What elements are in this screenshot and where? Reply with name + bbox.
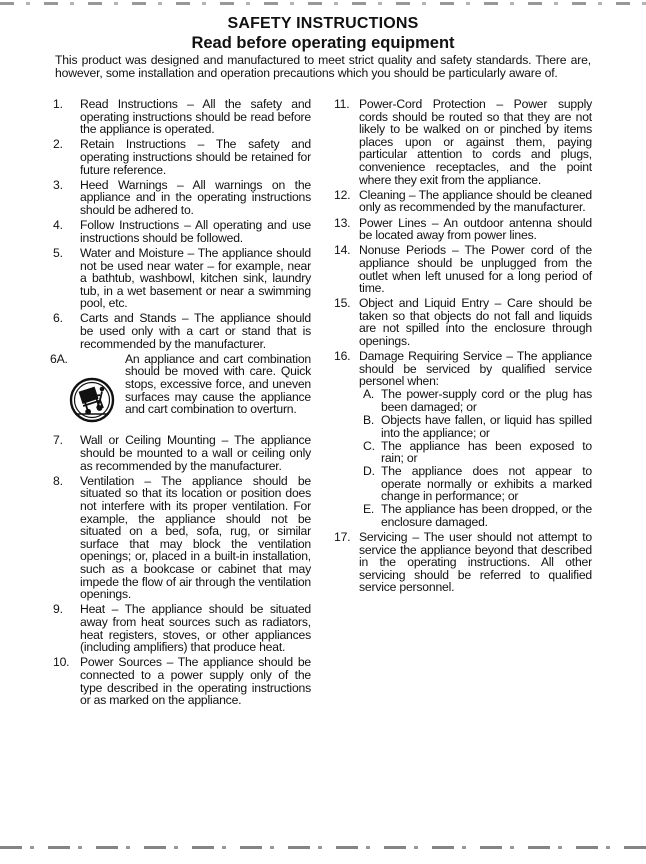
scan-edge-bottom [0,846,646,849]
instruction-item-5 [53,247,311,310]
instruction-item-10 [53,656,311,706]
right-column [334,98,592,597]
item-text: Nonuse Periods – The Power cord of the appliance should be unplugged from the outlet when left unused for a long period of time. [359,243,592,296]
instruction-item-17 [334,531,592,594]
sub-letter: E. [363,502,375,517]
item-text: Retain Instructions – The safety and operating instructions should be retained for future reference. [80,137,311,177]
item-number: 14. [334,243,351,258]
item-text: Read Instructions – All the safety and operating instructions should be read before the appliance is operated. [80,97,311,137]
instruction-item-14 [334,244,592,294]
sub-item-c [359,440,592,465]
page-title: SAFETY INSTRUCTIONS [227,15,419,32]
sub-text: The appliance has been dropped, or the enclosure damaged. [381,502,592,529]
item-number: 8. [53,473,63,488]
item-number: 9. [53,602,63,617]
sub-item-a [359,388,592,413]
instruction-item-4 [53,219,311,244]
item-number: 6A. [50,351,68,366]
item-number: 7. [53,433,63,448]
sub-item-e [359,503,592,528]
sub-letter: C. [363,438,375,453]
header [0,14,646,53]
sub-letter: B. [363,413,375,427]
cart-tip-over-warning-icon [69,377,115,423]
instruction-item-1 [53,98,311,136]
sub-text: The power-supply cord or the plug has been damaged; or [381,387,592,415]
instruction-item-7 [53,434,311,472]
item-text: Power Lines – An outdoor antenna should be located away from power lines. [359,215,592,243]
item-number: 13. [334,215,351,230]
item-text: Power-Cord Protection – Power supply cords should be routed so that they are not likely to be walked on or pinched by items places upon or against them, paying particular attention to cords and plugs, convenience receptacles, and the point where they exit from the appliance. [359,97,592,187]
item-text: Cleaning – The appliance should be cleaned only as recommended by the manufacturer. [359,187,592,215]
item-text: An appliance and cart combination should be moved with care. Quick stops, excessive force, and uneven surfaces may cause the appliance and cart combination to overturn. [125,351,311,417]
item-number: 3. [53,177,63,192]
item-number: 15. [334,296,351,311]
item-number: 6. [53,311,63,326]
item-text: Object and Liquid Entry – Care should be taken so that objects do not fall and liquids are not spilled into the enclosure through openings. [359,296,592,349]
sub-letter: A. [363,387,375,402]
instruction-item-2 [53,138,311,176]
item-text: Follow Instructions – All operating and use instructions should be followed. [80,218,311,245]
item-number: 2. [53,137,63,152]
sub-text: The appliance does not appear to operate normally or exhibits a marked change in performance; or [381,464,592,504]
instruction-item-6a [50,351,311,432]
instruction-item-12 [334,189,592,214]
item-text: Ventilation – The appliance should be situated so that its location or position does not interfere with its proper ventilation. For example, the appliance should not be situated on a bed, sofa, rug, or similar surface that may block the ventilation openings; or, placed in a built-in installation, such as a bookcase or cabinet that may impede the flow of air through the ventilation openings. [80,473,311,602]
instruction-item-8 [53,475,311,601]
item-number: 10. [53,655,70,670]
item-number: 1. [53,97,63,111]
sub-item-b [359,414,592,439]
instruction-item-11 [334,98,592,186]
item-number: 17. [334,530,351,545]
instruction-item-6 [53,312,311,350]
item-text: Power Sources – The appliance should be connected to a power supply only of the type described in the operating instructions or as marked on the appliance. [80,655,311,708]
item-number: 12. [334,187,351,202]
instruction-item-3 [53,179,311,217]
item-text: Carts and Stands – The appliance should be used only with a cart or stand that is recommended by the manufacturer. [80,311,311,351]
item-number: 11. [334,97,350,111]
instruction-item-15 [334,297,592,347]
item-text: Heed Warnings – All warnings on the appliance and in the operating instructions should be adhered to. [80,177,311,217]
left-column [50,97,311,709]
instruction-item-9 [53,603,311,653]
instruction-item-16 [334,350,592,528]
item-text: Heat – The appliance should be situated away from heat sources such as radiators, heat registers, stoves, or other appliances (including amplifiers) that produce heat. [80,602,311,655]
intro-paragraph: This product was designed and manufactured to meet strict quality and safety standards. There are, however, some installation and operation precautions which you should be particularly aware of. [55,53,591,80]
item-text: Wall or Ceiling Mounting – The appliance should be mounted to a wall or ceiling only as recommended by the manufacturer. [80,433,311,473]
item-number: 16. [334,349,351,364]
sub-text: Objects have fallen, or liquid has spilled into the appliance; or [381,413,592,440]
instruction-item-13 [334,217,592,242]
sub-letter: D. [363,464,375,479]
scan-edge-top [0,2,646,5]
sub-text: The appliance has been exposed to rain; or [381,438,592,466]
page-subtitle: Read before operating equipment [191,34,455,52]
item-text: Servicing – The user should not attempt to service the appliance beyond that described in the operating instructions. All other servicing should be referred to qualified service personnel. [359,530,592,595]
item-text: Damage Requiring Service – The appliance should be serviced by qualified service personel when: [359,349,592,389]
item-number: 5. [53,245,63,260]
item-number: 4. [53,218,63,233]
sub-item-d [359,465,592,503]
item-text: Water and Moisture – The appliance should not be used near water – for example, near a bathtub, washbowl, kitchen sink, laundry tub, in a wet basement or near a swimming pool, etc. [80,245,311,311]
